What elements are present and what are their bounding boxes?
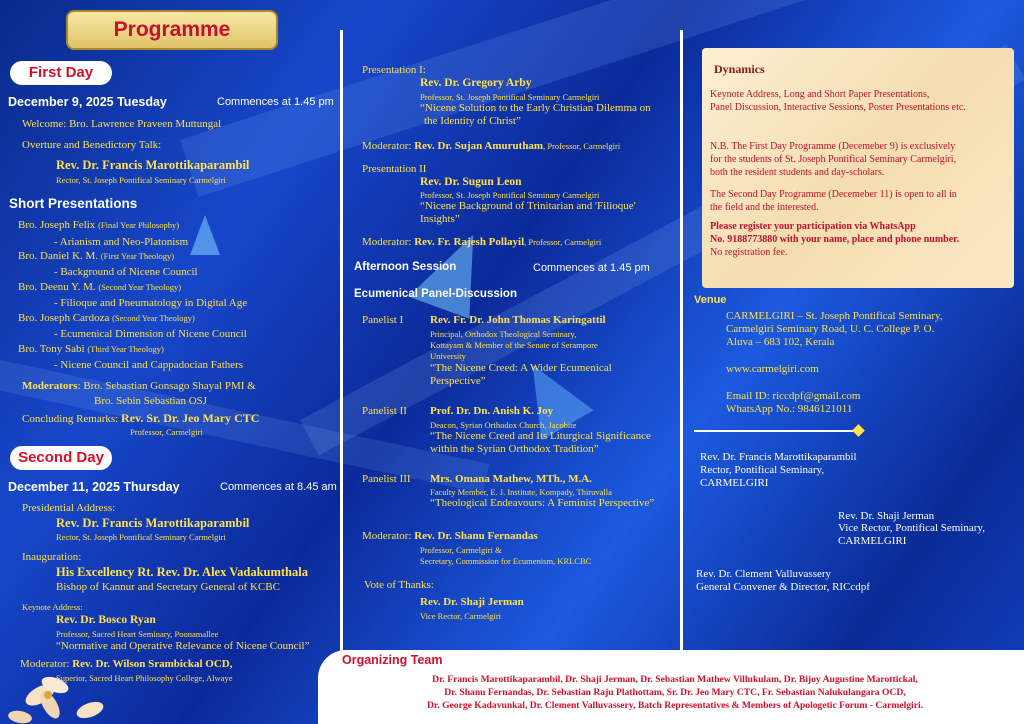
inauguration-name: His Excellency Rt. Rev. Dr. Alex Vadakumthala [56,565,308,579]
presenter-topic: - Background of Nicene Council [54,266,198,278]
organizing-heading: Organizing Team [342,653,443,667]
moderators-line: Moderators: Bro. Sebastian Gonsago Shayal PMI & [22,380,256,392]
panelist-name: Prof. Dr. Dn. Anish K. Joy [430,405,554,417]
nb-text: N.B. The First Day Programme (Decemeber 9) is exclusively [710,141,956,152]
presenter-topic: - Ecumenical Dimension of Nicene Council [54,328,247,340]
signatory-name: Rev. Dr. Clement Valluvassery [696,568,832,580]
presidential-name: Rev. Dr. Francis Marottikaparambil [56,516,250,530]
day2-date: December 11, 2025 Thursday [8,480,180,494]
signatory-name: Rev. Dr. Francis Marottikaparambil [700,451,857,463]
panelist-title: “The Nicene Creed and Its Liturgical Significance [430,430,651,442]
second-day-note: the field and the interested. [710,202,819,213]
concluding-line: Concluding Remarks: Rev. Sr. Dr. Jeo Mary CTC [22,411,260,425]
signatory-name: Rev. Dr. Shaji Jerman [838,510,935,522]
inauguration-role: Bishop of Kannur and Secretary General of KCBC [56,581,280,593]
signatory-role: Vice Rector, Pontifical Seminary, [838,522,985,534]
moderator2: Bro. Sebin Sebastian OSJ [94,395,208,407]
organizing-line: Dr. George Kadavunkal, Dr. Clement Valluvassery, Batch Representatives & Members of Apologetic Forum - Carmelgiri. [426,700,924,711]
panelist-role: Faculty Member, E. J. Institute, Kompady, Thiruvalla [430,487,612,497]
panelist-name: Rev. Fr. Dr. John Thomas Karingattil [430,314,606,326]
organizing-line: Dr. Shanu Fernandas, Dr. Sebastian Raju Plathottam, Sr. Dr. Jeo Mary CTC, Fr. Sebastian Nalukulangara OCD, [444,687,906,698]
keynote-name: Rev. Dr. Bosco Ryan [56,614,156,626]
register-note: Please register your participation via WhatsApp [710,221,916,232]
thanks-name: Rev. Dr. Shaji Jerman [420,596,524,608]
presenter-name: Bro. Joseph Felix (Final Year Philosophy) [18,219,180,231]
nb-text: for the students of St. Joseph Pontifical Seminary Carmelgiri, [710,154,957,165]
register-note: No registration fee. [710,247,788,258]
pres1-name: Rev. Dr. Gregory Arby [420,77,532,89]
dynamics-text: Keynote Address, Long and Short Paper Presentations, [710,89,930,100]
panelist-role: Kottayam & Member of the Senate of Serampore [430,340,598,350]
thanks-label: Vote of Thanks: [364,579,434,591]
welcome-text: Welcome: Bro. Lawrence Praveen Muttungal [22,118,222,130]
day2-moderator-role: Superior, Sacred Heart Philosophy College, Alwaye [56,673,233,683]
signatory-org: CARMELGIRI [838,535,907,547]
nb-text: both the resident students and day-scholars. [710,167,885,178]
pres1-title-2: the Identity of Christ” [424,115,521,127]
presenter-topic: - Nicene Council and Cappadocian Fathers [54,359,244,371]
panelist-title: within the Syrian Orthodox Tradition” [430,443,599,455]
mod3-line: Moderator: Rev. Dr. Shanu Fernandas [362,530,538,542]
overture-role: Rector, St. Joseph Pontifical Seminary Carmelgiri [56,175,226,185]
panelist-label: Panelist III [362,473,411,485]
presenter-topic: - Arianism and Neo-Platonism [54,236,189,248]
panelist-title: “The Nicene Creed: A Wider Ecumenical [430,362,612,374]
pres1-label: Presentation I: [362,64,426,76]
signatory-role: General Convener & Director, RICcdpf [696,581,870,593]
panelist-label: Panelist II [362,405,407,417]
panelist-role: Principal, Orthodox Theological Seminary, [430,329,577,339]
afternoon-heading: Afternoon Session [354,261,457,273]
pres2-label: Presentation II [362,163,427,175]
panelist-role: Deacon, Syrian Orthodox Church, Jacobite [430,420,577,430]
column-divider [680,30,683,655]
mod2-line: Moderator: Rev. Fr. Rajesh Pollayil, Professor, Carmelgiri [362,236,602,248]
panelist-title: “Theological Endeavours: A Feminist Perspective” [430,497,655,509]
thanks-role: Vice Rector, Carmelgiri [420,611,502,621]
short-presentations-heading: Short Presentations [9,196,138,211]
signatory-org: CARMELGIRI [700,477,769,489]
website-link[interactable]: www.carmelgiri.com [726,363,819,375]
presenter-name: Bro. Daniel K. M. (First Year Theology) [18,250,175,262]
panelist-role: University [430,351,466,361]
pres2-name: Rev. Dr. Sugun Leon [420,176,522,188]
venue-line: Carmelgiri Seminary Road, U. C. College P. O. [726,323,935,335]
whatsapp-text: WhatsApp No.: 9846121011 [726,403,853,415]
mod3-role: Secretary, Commission for Ecumenism, KRLCBC [420,556,592,566]
register-note: No. 9188773880 with your name, place and phone number. [710,234,960,245]
column-divider [340,30,343,655]
overture-name: Rev. Dr. Francis Marottikaparambil [56,158,250,172]
programme-title: Programme [66,10,278,50]
presenter-topic: - Filioque and Pneumatology in Digital Age [54,297,248,309]
day2-commence: Commences at 8.45 am [220,481,337,493]
inauguration-label: Inauguration: [22,551,82,563]
second-day-badge: Second Day [10,446,112,470]
organizing-line: Dr. Francis Marottikaparambil, Dr. Shaji Jerman, Dr. Sebastian Mathew Villukulam, Dr. Bijoy Augustine Marottickal, [432,674,918,685]
venue-label: Venue [694,294,727,306]
panelist-name: Mrs. Omana Mathew, MTh., M.A. [430,473,592,485]
keynote-role: Professor, Sacred Heart Seminary, Poonamallee [56,629,219,639]
separator-line [694,430,858,432]
concluding-role: Professor, Carmelgiri [130,427,203,437]
day2-moderator-line: Moderator: Rev. Dr. Wilson Srambickal OCD, [20,658,233,670]
afternoon-time: Commences at 1.45 pm [533,262,650,274]
keynote-title: “Normative and Operative Relevance of Nicene Council” [56,640,310,652]
dynamics-text: Panel Discussion, Interactive Sessions, Poster Presentations etc. [710,102,966,113]
presenter-name: Bro. Tony Sabi (Third Year Theology) [18,343,164,355]
day1-date: December 9, 2025 Tuesday [8,95,167,109]
pres2-title-2: Insights” [420,213,460,225]
bg-triangle [190,215,220,255]
pres1-role: Professor, St. Joseph Pontifical Seminary Carmelgiri [420,92,600,102]
mod3-role: Professor, Carmelgiri & [420,545,502,555]
presidential-role: Rector, St. Joseph Pontifical Seminary Carmelgiri [56,532,226,542]
venue-line: CARMELGIRI – St. Joseph Pontifical Seminary, [726,310,943,322]
presenter-name: Bro. Joseph Cardoza (Second Year Theology) [18,312,195,324]
panelist-label: Panelist I [362,314,404,326]
presidential-label: Presidential Address: [22,502,116,514]
first-day-badge: First Day [10,61,112,85]
separator-diamond [852,424,865,437]
second-day-note: The Second Day Programme (Decemeber 11) is open to all in [710,189,957,200]
pres1-title: “Nicene Solution to the Early Christian Dilemma on [420,102,651,114]
pres2-role: Professor, St. Joseph Pontifical Seminary Carmelgiri [420,190,600,200]
pres2-title: “Nicene Background of Trinitarian and 'Filioque' [420,200,636,212]
panelist-title: Perspective” [430,375,486,387]
email-text: Email ID: riccdpf@gmail.com [726,390,861,402]
day1-commence: Commences at 1.45 pm [217,96,334,108]
venue-line: Aluva – 683 102, Kerala [726,336,835,348]
presenter-name: Bro. Deenu Y. M. (Second Year Theology) [18,281,182,293]
dynamics-heading: Dynamics [714,62,765,76]
panel-heading: Ecumenical Panel-Discussion [354,288,517,300]
mod1-line: Moderator: Rev. Dr. Sujan Amurutham, Professor, Carmelgiri [362,140,621,152]
overture-label: Overture and Benedictory Talk: [22,139,162,151]
signatory-role: Rector, Pontifical Seminary, [700,464,825,476]
keynote-label: Keynote Address: [22,602,83,612]
